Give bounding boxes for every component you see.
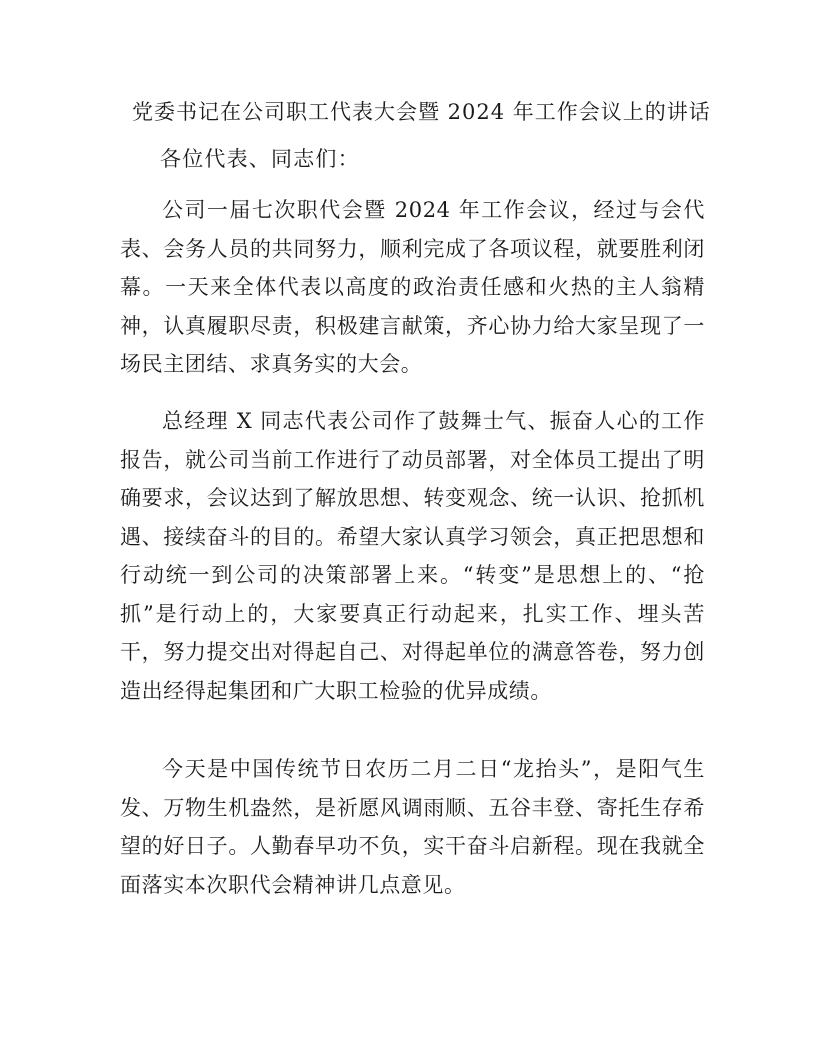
salutation: 各位代表、同志们： <box>160 147 360 171</box>
paragraph-3: 今天是中国传统节日农历二月二日“龙抬头”，是阳气生发、万物生机盎然，是祈愿风调雨顺、五谷丰登、寄托生存希望的好日子。人勤春早功不负，实干奋斗启新程。现在我就全面落实本次职代会精神讲几点意见。 <box>120 757 705 897</box>
paragraph-2: 总经理 X 同志代表公司作了鼓舞士气、振奋人心的工作报告，就公司当前工作进行了动员部署，对全体员工提出了明确要求，会议达到了解放思想、转变观念、统一认识、抢抓机遇、接续奋斗的目的。希望大家认真学习领会，真正把思想和行动统一到公司的决策部署上来。“转变”是思想上的、“抢抓”是行动上的，大家要真正行动起来，扎实工作、埋头苦干，努力提交出对得起自己、对得起单位的满意答卷，努力创造出经得起集团和广大职工检验的优异成绩。 <box>120 409 705 703</box>
paragraph-1: 公司一届七次职代会暨 2024 年工作会议，经过与会代表、会务人员的共同努力，顺利完成了各项议程，就要胜利闭幕。一天来全体代表以高度的政治责任感和火热的主人翁精神，认真履职尽责，积极建言献策，齐心协力给大家呈现了一场民主团结、求真务实的大会。 <box>120 198 705 376</box>
document-title: 党委书记在公司职工代表大会暨 2024 年工作会议上的讲话 <box>132 100 711 124</box>
